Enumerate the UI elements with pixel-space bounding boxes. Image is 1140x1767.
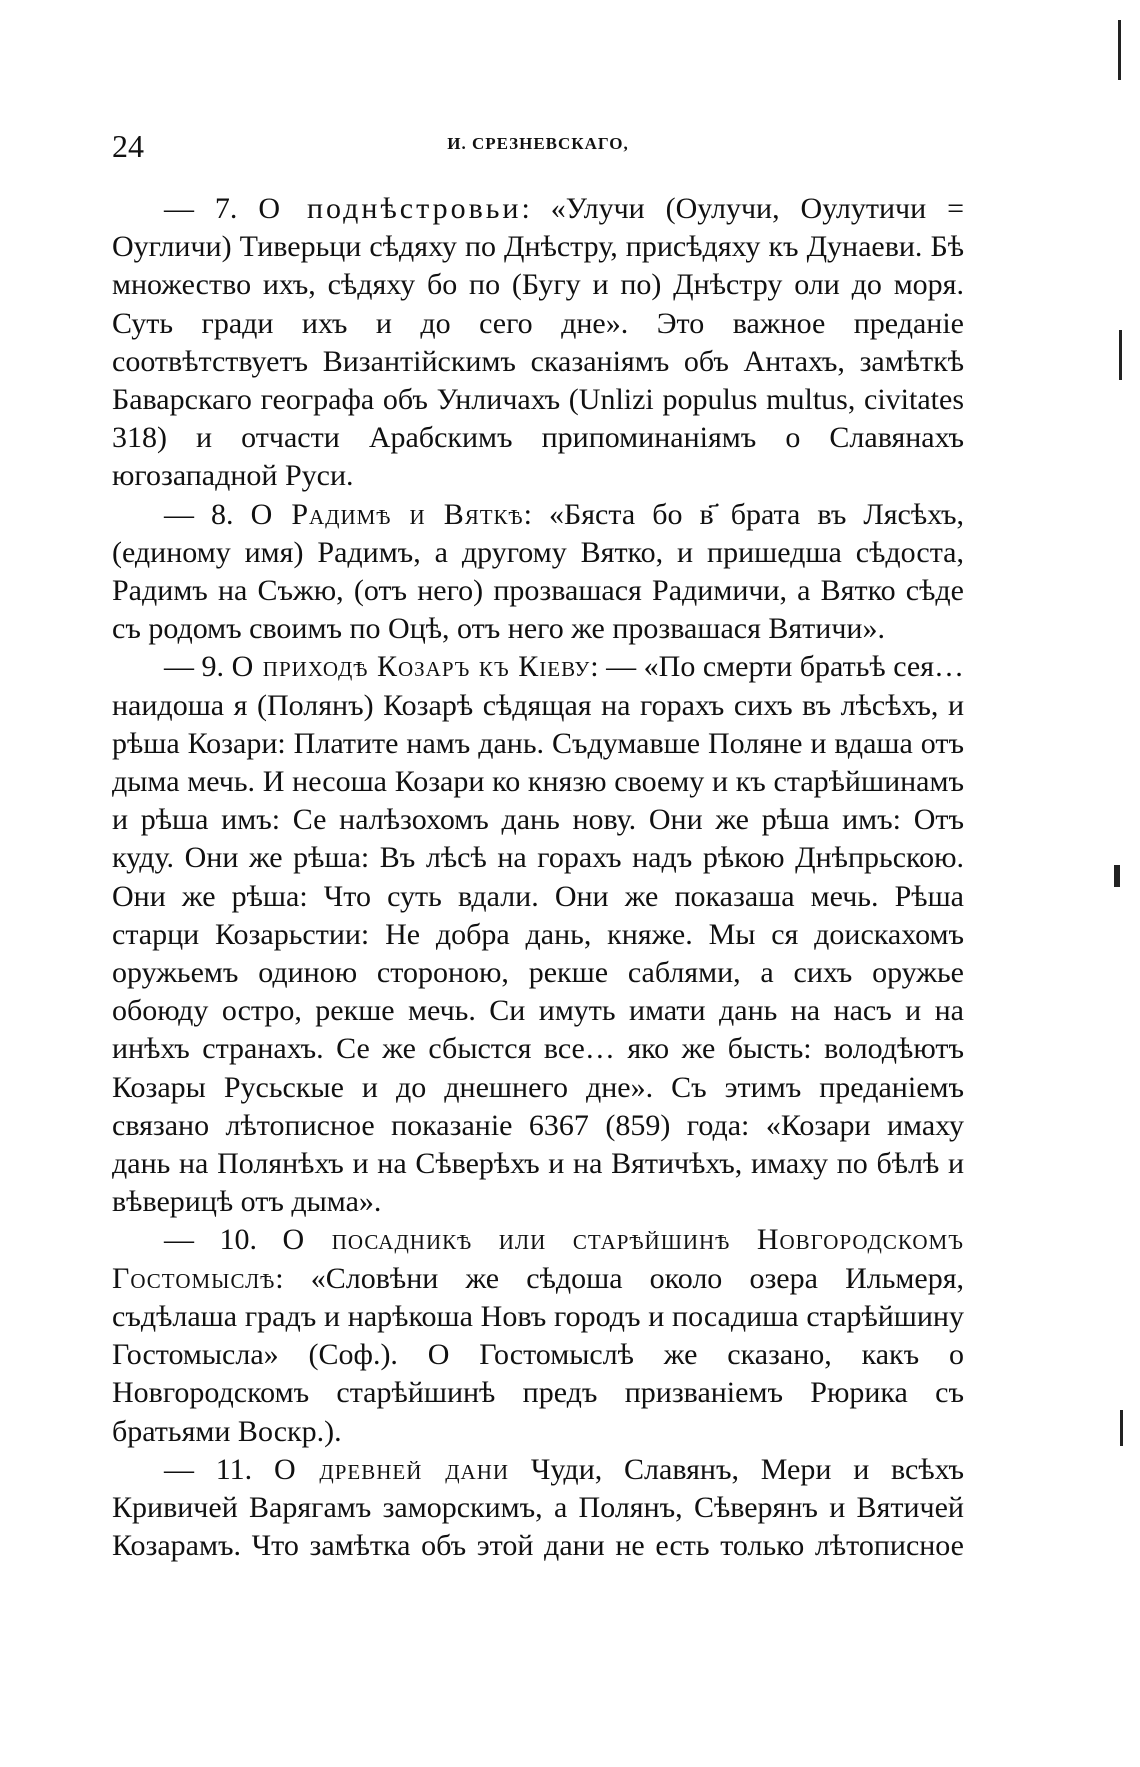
section-heading: О поднѣстровьи (258, 192, 522, 225)
paragraph-lead: — 10. (164, 1223, 283, 1257)
scan-edge-mark (1120, 1410, 1123, 1446)
paragraph-lead: — 7. (164, 192, 259, 225)
paragraph-lead: — 11. (164, 1452, 274, 1486)
running-head: И. СРЕЗНЕВСКАГО, (447, 134, 629, 153)
page-number: 24 (112, 128, 144, 164)
section-heading: О приходѣ Козаръ къ Кіеву (231, 650, 591, 684)
body-text (112, 190, 964, 1565)
scan-edge-mark (1119, 330, 1122, 380)
section-heading: О древней дани (273, 1452, 510, 1486)
paragraph-text: : — «По смерти братьѣ сея… наидоша я (Полянъ) Козарѣ сѣдящая на горахъ сихъ въ лѣсѣхъ, и рѣша Козари: Платите намъ дань. Съдумавше Поляне и вдаша отъ дыма мечь. И несоша Козари ко князю своему и къ старѣйшинамъ и рѣша имъ: Се налѣзохомъ дань нову. Они же рѣша имъ: Отъ куду. Они же рѣша: Въ лѣсѣ на горахъ надъ рѣкою Днѣпрьскою. Они же рѣша: Что суть вдали. Они же показаша мечь. Рѣша старци Козарьстии: Не добра дань, княже. Мы ся доискахомъ оружьемъ одиною стороною, рекше саблями, а сихъ оружье обоюду остро, рекше мечь. Си имуть имати дань на насъ и на инѣхъ странахъ. Се же сбыстся все… яко же бысть: володѣютъ Козары Русьскые и до днешнего дне». Съ этимъ преданіемъ связано лѣтописное показаніе 6367 (859) года: «Козари имаху дань на Полянѣхъ и на Сѣверѣхъ и на Вятичѣхъ, имаху по бѣлѣ и вѣверицѣ отъ дыма». (112, 650, 964, 1219)
section-heading: О Радимѣ и Вяткѣ (250, 497, 524, 531)
paragraph-7 (112, 190, 964, 496)
paragraph-lead: — 8. (164, 497, 251, 531)
page-header (112, 128, 964, 168)
scan-edge-mark (1114, 865, 1120, 887)
paragraph-text: : «Улучи (Оулучи, Оулутичи = Оугличи) Тиверьци сѣдяху по Днѣстру, присѣдяху къ Дунаеви. Бѣ множество ихъ, сѣдяху бо по (Бугу и по) Днѣстру оли до моря. Суть гради ихъ и до сего дне». Это важное преданіе соотвѣтствуетъ Византійскимъ сказаніямъ объ Антахъ, замѣткѣ Баварскаго географа объ Унличахъ (Unlizi populus multus, civitates 318) и отчасти Арабскимъ припоминаніямъ о Славянахъ югозападной Руси. (112, 192, 964, 493)
paragraph-10 (112, 1221, 964, 1450)
paragraph-8 (112, 496, 964, 649)
paragraph-text: Чуди, Славянъ, Мери и всѣхъ Кривичей Варягамъ заморскимъ, а Полянъ, Сѣверянъ и Вятичей Козарамъ. Что замѣтка объ этой дани не есть только лѣтописное (112, 1452, 964, 1563)
paragraph-lead: — 9. (164, 650, 232, 684)
paragraph-11 (112, 1451, 964, 1566)
section-heading: О посадникѣ или старѣйшинѣ Новгородскомъ Гостомыслѣ (112, 1223, 964, 1295)
scan-edge-mark (1118, 20, 1121, 80)
paragraph-9 (112, 648, 964, 1221)
paragraph-text: : «Бяста бо в҃ брата въ Лясѣхъ, (единому имя) Радимъ, а другому Вятко, и пришедша сѣдоста, Радимъ на Съжю, (отъ него) прозвашася Радимичи, а Вятко сѣде съ родомъ своимъ по Оцѣ, отъ него же прозвашася Вятичи». (112, 497, 964, 646)
paragraph-text: : «Словѣни же сѣдоша около озера Ильмеря, съдѣлаша градъ и нарѣкоша Новъ городъ и посадиша старѣйшину Гостомысла» (Соф.). О Гостомыслѣ же сказано, какъ о Новгородскомъ старѣйшинѣ предъ призваніемъ Рюрика съ братьями Воскр.). (112, 1261, 964, 1448)
